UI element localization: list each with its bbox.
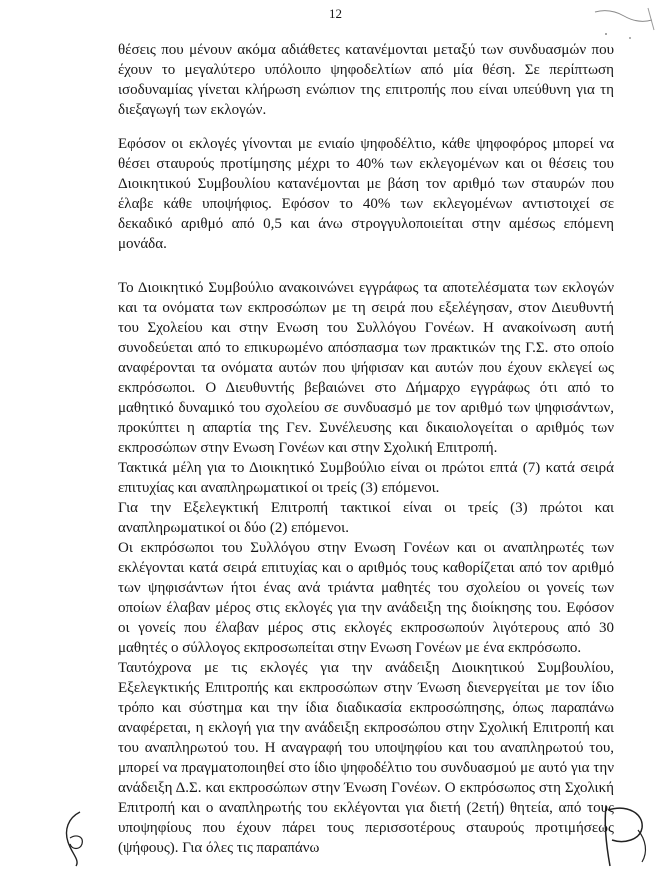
paragraph-board-members: Τακτικά μέλη για το Διοικητικό Συμβούλιο είναι οι πρώτοι επτά (7) κατά σειρά επιτυχίας και αναπληρωματικοί οι τρείς (3) επόμενοι.	[118, 460, 614, 496]
paragraph-audit-committee: Για την Εξελεγκτική Επιτροπή τακτικοί είναι οι τρείς (3) πρώτοι και αναπληρωματικοί οι δύο (2) επόμενοι.	[118, 500, 614, 536]
paragraph-union-representatives: Οι εκπρόσωποι του Συλλόγου στην Ενωση Γονέων και οι αναπληρωτές των εκλέγονται κατά σειρά επιτυχίας και ο αριθμός τους καθορίζεται από τον αριθμό των ψηφισάντων ήτοι ένας ανά τριάντα μαθητές του σχολείου οι γονείς των οποίων έλαβαν μέρος στις εκλογές για την ανάδειξη της διοίκησης του. Εφόσον οι γονείς που έλαβαν μέρος στις εκλογές εκπροσωπούν λιγότερους από 30 μαθητές ο σύλλογος εκπροσωπείται στην Ενωση Γονέων με ένα εκπρόσωπο.	[118, 540, 614, 656]
document-body	[118, 40, 614, 858]
handwritten-signature-right	[598, 800, 658, 870]
paragraph-school-committee: Ταυτόχρονα με τις εκλογές για την ανάδειξη Διοικητικού Συμβουλίου, Εξελεγκτικής Επιτροπής και εκπροσώπων στην Ένωση διενεργείται με τον ίδιο τρόπο και σύστημα και την ίδια διαδικασία εκπροσώπησης, όπως παραπάνω αναφέρεται, η εκλογή για την ανάδειξη εκπροσώπου στην Σχολική Επιτροπή και του αναπληρωτού του. Η αναγραφή του υποψηφίου και του αναπληρωτού του, μπορεί να πραγματοποιηθεί στο ίδιο ψηφοδέλτιο του συνδυασμού με αυτό για την ανάδειξη Δ.Σ. και εκπροσώπων στην Ένωση Γονέων. Ο εκπρόσωπος στη Σχολική Επιτροπή και ο αναπληρωτής του εκλέγονται για διετή (2ετή) θητεία, από τους υποψηφίους που έχουν πάρει τους περισσοτέρους σταυρούς προτιμήσεως (ψήφους). Για όλες τις παραπάνω	[118, 660, 614, 856]
paragraph-remaining-seats: θέσεις που μένουν ακόμα αδιάθετες κατανέμονται μεταξύ των συνδυασμών που έχουν το μεγαλύτερο υπόλοιπο ψηφοδελτίων από μία θέση. Σε περίπτωση ισοδυναμίας γίνεται κλήρωση ενώπιον της επιτροπής που είναι υπεύθυνη για τη διεξαγωγή των εκλογών.	[118, 42, 614, 118]
paragraph-results-announcement: Το Διοικητικό Συμβούλιο ανακοινώνει εγγράφως τα αποτελέσματα των εκλογών και τα ονόματα των εκπροσώπων με τη σειρά που εξελέγησαν, στον Διευθυντή του Σχολείου και στην Ενωση του Συλλόγου Γονέων. Η ανακοίνωση αυτή συνοδεύεται από το επικυρωμένο απόσπασμα των πρακτικών της Γ.Σ. στο οποίο αναφέρονται τα ονόματα αυτών που ψήφισαν και αυτών που έχουν εκλεγεί ως εκπρόσωποι. Ο Διευθυντής βεβαιώνει στο Δήμαρχο εγγράφως ότι από το μαθητικό δυναμικό του σχολείου σε συνδυασμό με τον αριθμό των ψηφισάντων, προκύπτει η απαρτία της Γεν. Συνέλευσης και δικαιολογείται ο αριθμός των εκπροσώπων στην Ενωση Γονέων και στην Σχολική Επιτροπή.	[118, 280, 614, 456]
handwritten-mark-left	[58, 808, 98, 868]
page-number: 12	[329, 6, 342, 21]
paragraph-single-ballot: Εφόσον οι εκλογές γίνονται με ενιαίο ψηφοδέλτιο, κάθε ψηφοφόρος μπορεί να θέσει σταυρούς προτίμησης μέχρι το 40% των εκλεγομένων και οι θέσεις του Διοικητικού Συμβουλίου κατανέμονται με βάση τον αριθμό των σταυρών που έλαβε κάθε υποψήφιος. Εφόσον το 40% των εκλεγομένων αντιστοιχεί σε δεκαδικό αριθμό από 0,5 και άνω στρογγυλοποιείται στην αμέσως επόμενη μονάδα.	[118, 136, 614, 252]
